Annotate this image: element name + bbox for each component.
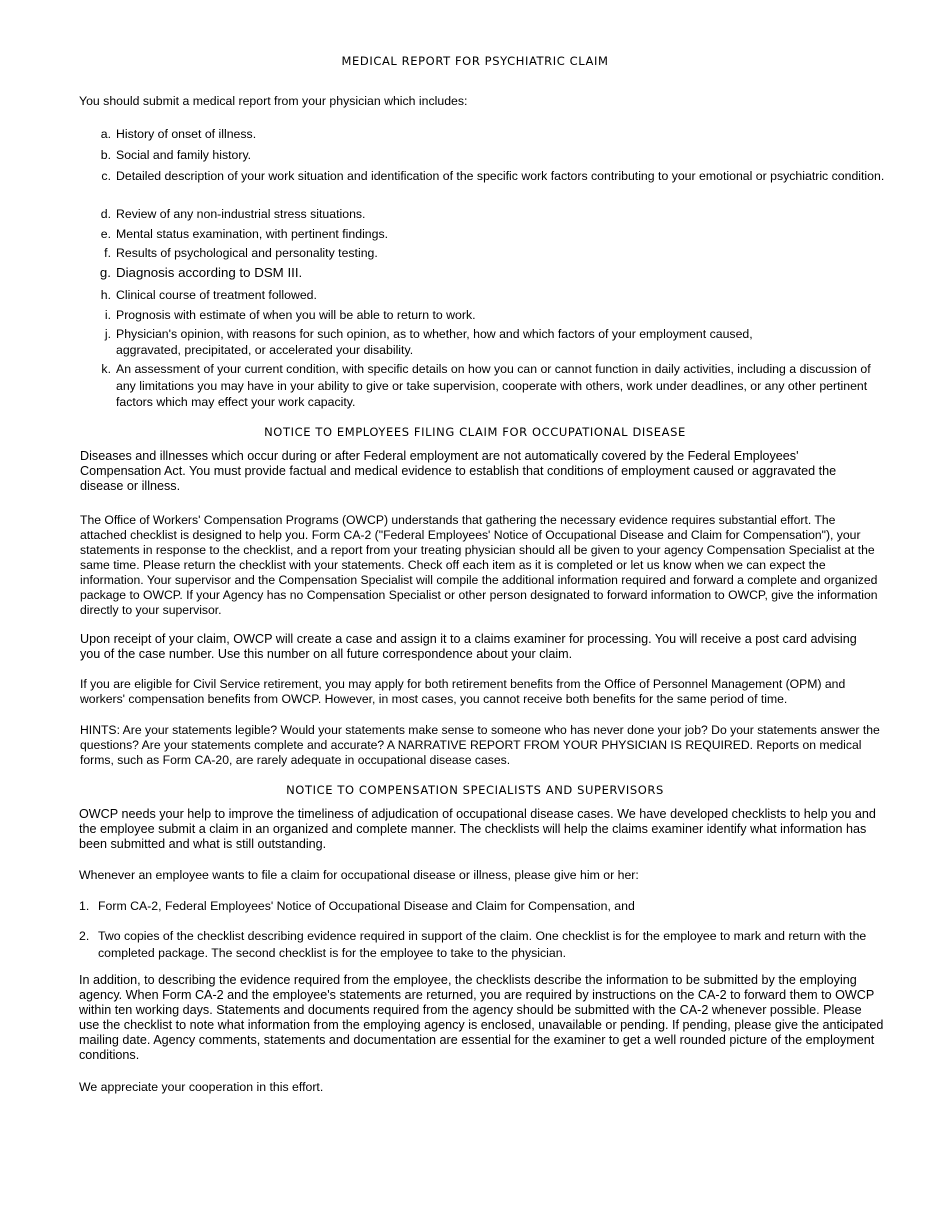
medical-report-title: MEDICAL REPORT FOR PSYCHIATRIC CLAIM [341,54,609,68]
list-item-text: Two copies of the checklist describing evidence required in support of the claim. One checklist is for the employee to mark and return with the completed package. The second checklist is for the employee to take to the physician. [98,929,867,960]
employee-notice-paragraph: HINTS: Are your statements legible? Would your statements make sense to someone who has never done your job? Do your statements answer the questions? Are your statements complete and accurate? A NARRATIVE REPORT FROM YOUR PHYSICIAN IS REQUIRED. Reports on medical forms, such as Form CA-20, are rarely adequate in occupational disease cases. [80,723,880,767]
list-item-label: 2. [79,929,90,943]
list-item-label: j. [104,327,111,341]
employee-notice-paragraph: If you are eligible for Civil Service retirement, you may apply for both retirement benefits from the Office of Personnel Management (OPM) and workers' compensation benefits from OWCP. However, in most cases, you cannot receive both benefits for the same period of time. [80,677,846,706]
list-item-text: Prognosis with estimate of when you will be able to return to work. [116,308,476,322]
specialist-notice-paragraph: Whenever an employee wants to file a claim for occupational disease or illness, please give him or her: [79,868,639,882]
list-item [97,245,887,261]
list-item-label: e. [100,227,111,241]
list-item [97,307,887,323]
list-item [97,326,887,358]
list-item-label: a. [100,127,111,141]
employee-notice-paragraph: Upon receipt of your claim, OWCP will create a case and assign it to a claims examiner for processing. You will receive a post card advising you of the case number. Use this number on all future correspondence about your claim. [80,632,857,661]
list-item-text: Clinical course of treatment followed. [116,288,317,302]
list-item-text: Results of psychological and personality testing. [116,246,378,260]
list-item-text: History of onset of illness. [116,127,257,141]
list-item-text: An assessment of your current condition, with specific details on how you can or cannot function in daily activities, including a discussion of any limitations you may have in your ability to give or take supervision, cooperate with others, work under deadlines, or any other pertinent factors which may effect your work capacity. [116,362,871,409]
employee-notice-paragraph: Diseases and illnesses which occur during or after Federal employment are not automatically covered by the Federal Employees' Compensation Act. You must provide factual and medical evidence to establish that conditions of employment caused or aggravated the disease or illness. [80,449,837,493]
specialist-notice-paragraph: In addition, to describing the evidence required from the employee, the checklists describe the information to be submitted by the employing agency. When Form CA-2 and the employee's statements are returned, you are required by instructions on the CA-2 to forward them to OWCP within ten working days. Statements and documents required from the agency should be submitted with the CA-2 whenever possible. Please use the checklist to note what information from the employing agency is enclosed, unavailable or pending. If pending, please give the anticipated mailing date. Agency comments, statements and documentation are essential for the examiner to get a well rounded picture of the employment conditions. [79,973,884,1062]
list-item [97,287,887,303]
list-item [97,126,887,142]
list-item-label: f. [104,246,111,260]
employee-notice-title: NOTICE TO EMPLOYEES FILING CLAIM FOR OCCUPATIONAL DISEASE [264,425,686,439]
list-item-label: b. [100,148,111,162]
closing-line: We appreciate your cooperation in this effort. [79,1080,324,1094]
list-item-label: k. [101,362,111,376]
list-item-label: c. [101,169,111,183]
list-item-label: i. [104,308,111,322]
list-item-text: Diagnosis according to DSM III. [116,265,303,280]
list-item-text: Review of any non-industrial stress situations. [116,207,366,221]
list-item [97,361,887,411]
list-item [79,928,884,962]
employee-notice-paragraph: The Office of Workers' Compensation Programs (OWCP) understands that gathering the necessary evidence requires substantial effort. The attached checklist is designed to help you. Form CA-2 ("Federal Employees' Notice of Occupational Disease and Claim for Compensation"), your statements in response to the checklist, and a report from your treating physician should all be given to your agency Compensation Specialist at the same time. Please return the checklist with your statements. Check off each item as it is completed or let us know when we can expect the information. Your supervisor and the Compensation Specialist will compile the additional information required and forward a complete and organized package to OWCP. If your Agency has no Compensation Specialist or other person designated to forward information to OWCP, give the information directly to your supervisor. [80,513,878,617]
list-item-label: h. [100,288,111,302]
list-item [79,898,884,914]
list-item-label: 1. [79,899,90,913]
list-item [97,168,887,202]
list-item [97,226,887,242]
list-item-label: d. [100,207,111,221]
list-item [97,147,887,163]
list-item-text: Social and family history. [116,148,252,162]
list-item [97,265,887,283]
specialist-notice-title: NOTICE TO COMPENSATION SPECIALISTS AND SUPERVISORS [286,783,664,797]
list-item-label: g. [99,265,111,280]
list-item-text: Detailed description of your work situation and identification of the specific work factors contributing to your emotional or psychiatric condition. [116,169,885,183]
list-item-text: Form CA-2, Federal Employees' Notice of Occupational Disease and Claim for Compensation, and [98,899,635,913]
list-item-text: Physician's opinion, with reasons for such opinion, as to whether, how and which factors of your employment caused, aggravated, precipitated, or accelerated your disability. [116,327,753,357]
list-item [97,206,887,222]
list-item-text: Mental status examination, with pertinent findings. [116,227,389,241]
medical-report-intro: You should submit a medical report from your physician which includes: [79,94,468,108]
specialist-notice-paragraph: OWCP needs your help to improve the timeliness of adjudication of occupational disease cases. We have developed checklists to help you and the employee submit a claim in an organized and complete manner. The checklists will help the claims examiner identify what information has been submitted and what is still outstanding. [79,807,876,851]
